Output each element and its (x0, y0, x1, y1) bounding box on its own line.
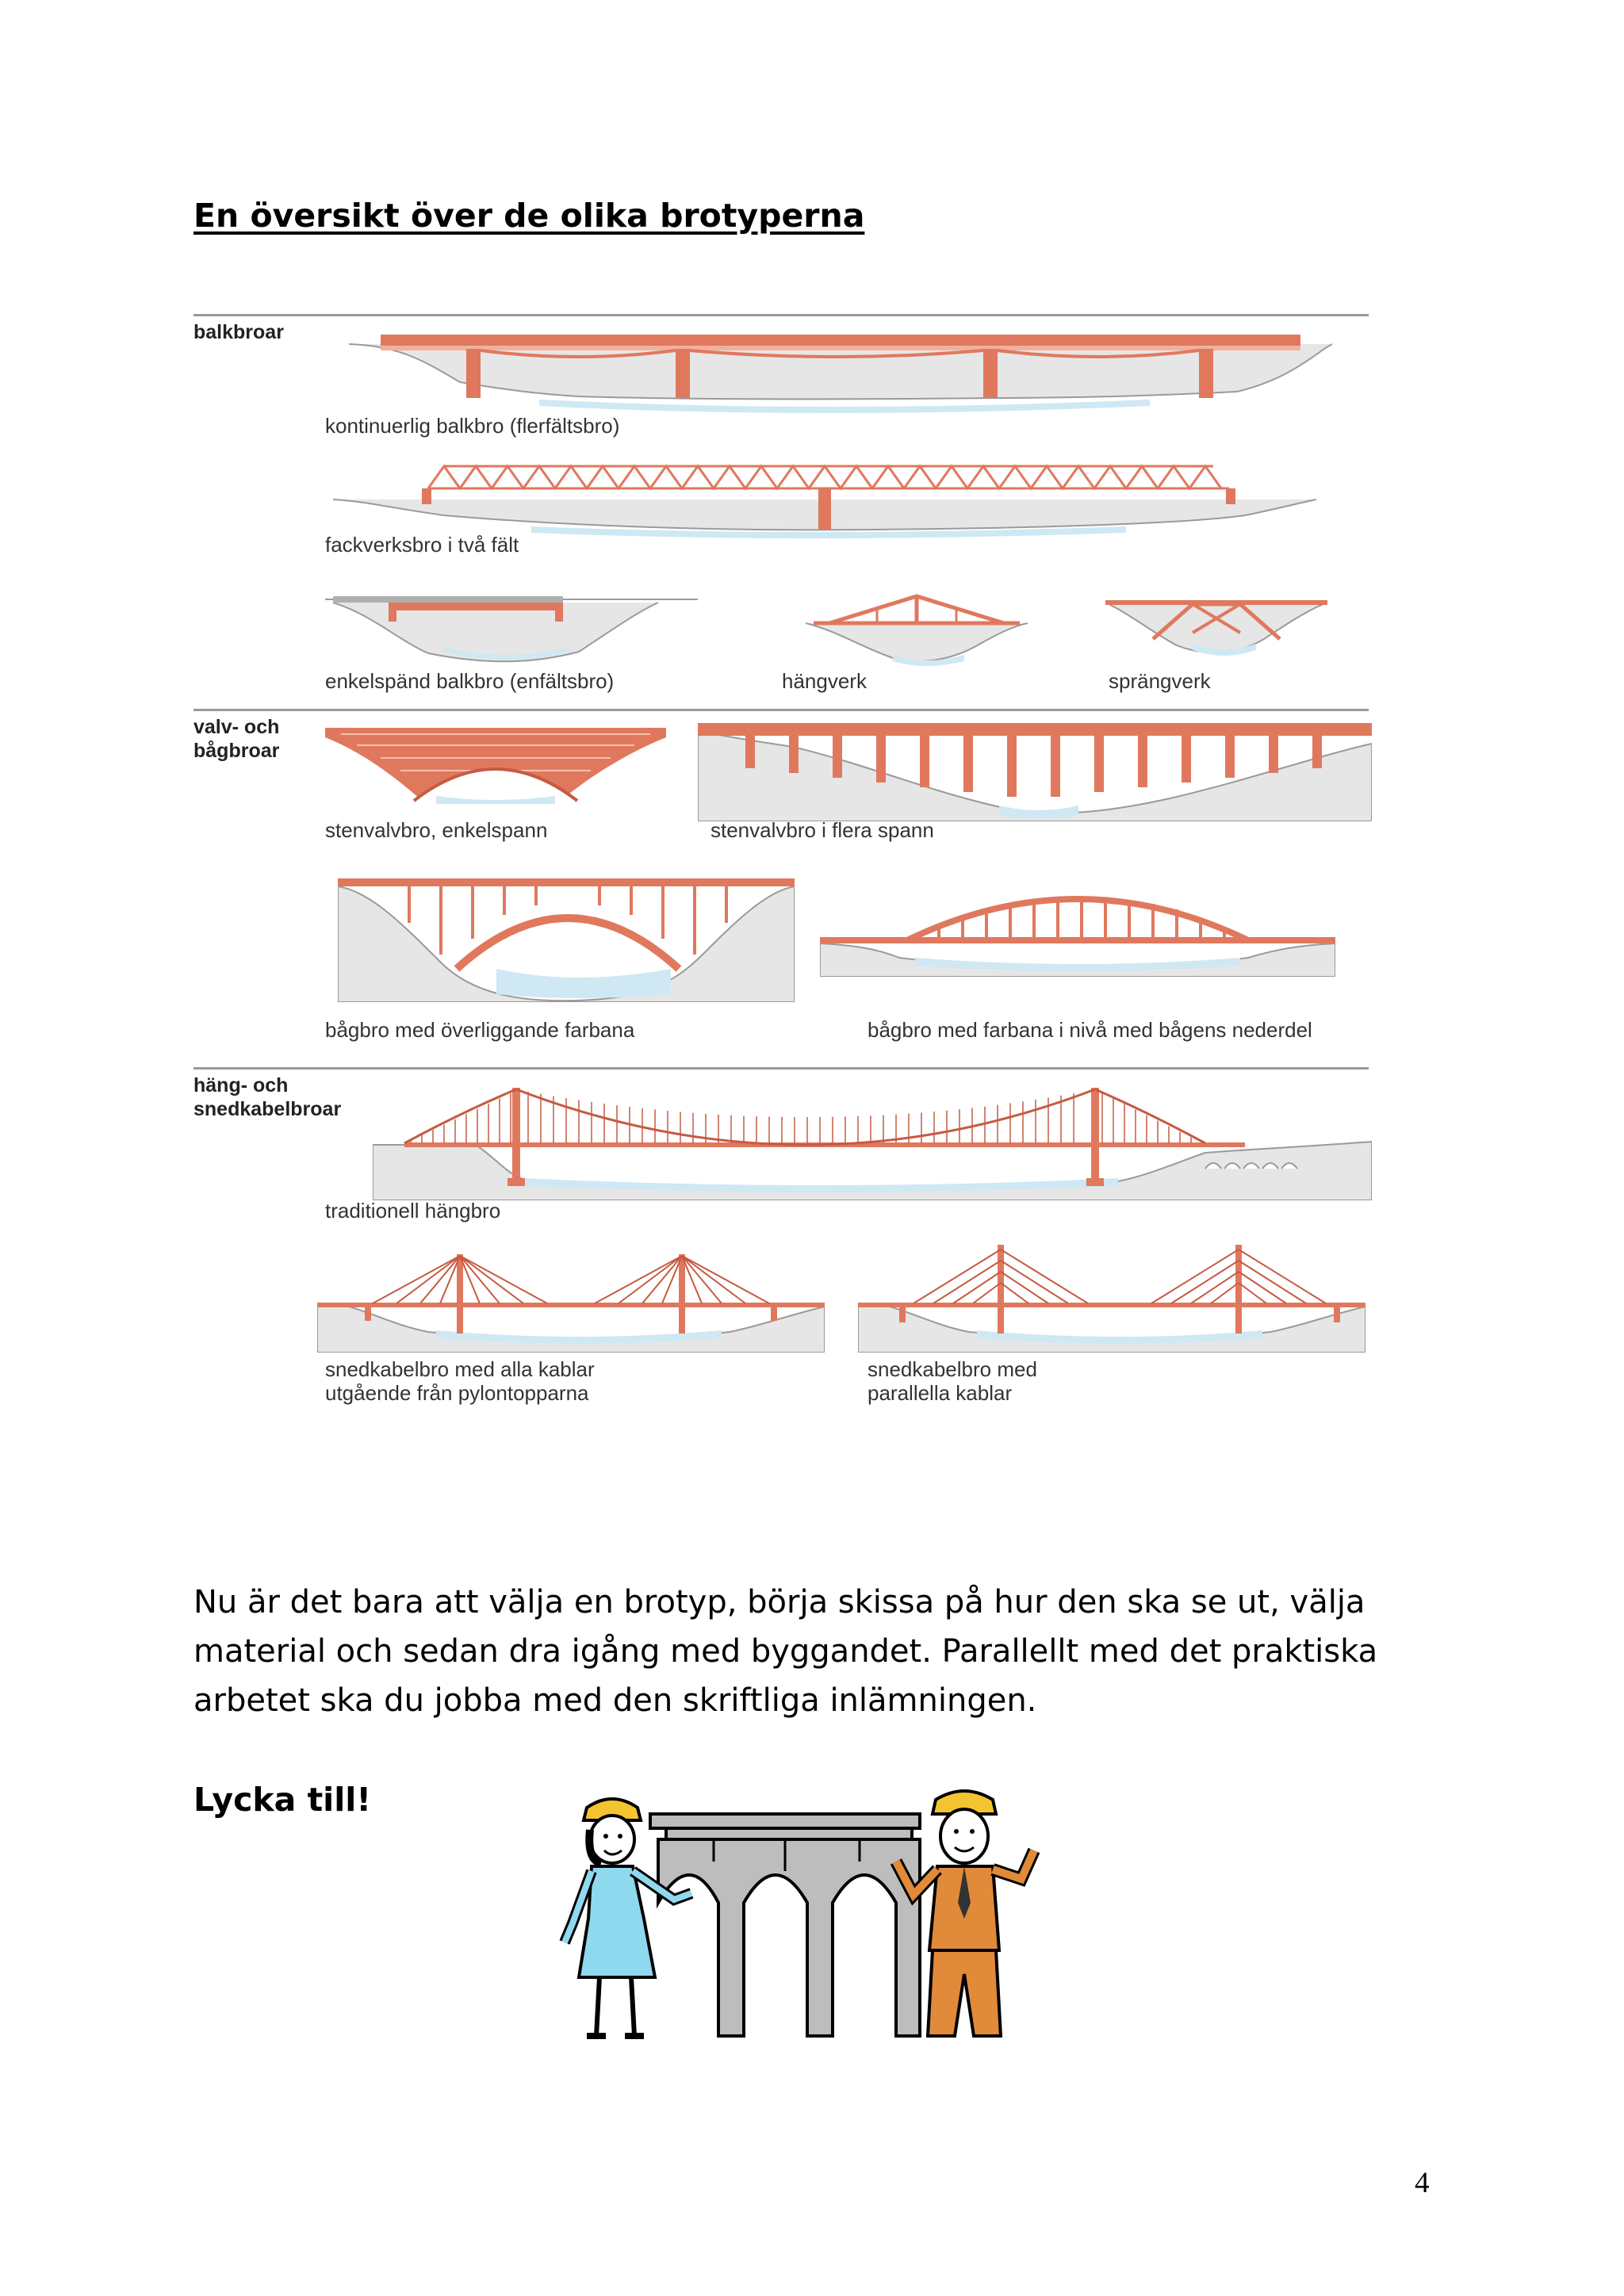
arch-pier (1138, 736, 1147, 787)
category-label-beam: balkbroar (193, 321, 284, 343)
continuous-beam-diagram (349, 327, 1332, 422)
caption-stone-multi: stenvalvbro i flera spann (710, 818, 934, 842)
arch-pier (833, 736, 842, 778)
section-divider-arch (193, 709, 1369, 711)
caption-cable-harp: snedkabelbro med parallella kablar (868, 1357, 1037, 1405)
tied-arch-diagram (820, 882, 1335, 977)
caption-cable-fan: snedkabelbro med alla kablar utgående från pylontopparna (325, 1357, 595, 1405)
arch-pier (1225, 736, 1235, 778)
page-number: 4 (1415, 2167, 1430, 2199)
caption-suspension: traditionell hängbro (325, 1199, 501, 1223)
arch-pier (963, 736, 973, 792)
arch-pier (876, 736, 886, 783)
caption-tied-arch: bågbro med farbana i nivå med bågens nederdel (868, 1018, 1312, 1042)
arch-pier (1312, 736, 1322, 768)
caption-deck-arch: bågbro med överliggande farbana (325, 1018, 635, 1042)
arch-pier (745, 736, 755, 768)
arch-pier (1007, 736, 1017, 797)
arch-pier (1269, 736, 1278, 773)
arch-pier (1094, 736, 1104, 792)
king-post-diagram (806, 591, 1028, 679)
section-divider-beam (193, 314, 1369, 316)
category-label-arch: valv- och bågbroar (193, 716, 280, 762)
caption-stone-single: stenvalvbro, enkelspann (325, 818, 548, 842)
caption-king-post: hängverk (782, 669, 867, 693)
arch-pier (1051, 736, 1060, 797)
suspension-bridge-diagram (373, 1081, 1372, 1200)
body-paragraph: Nu är det bara att välja en brotyp, börja skissa på hur den ska se ut, välja material och sedan dra igång med byggandet. Parallellt med det praktiska arbetet ska du jobba med den skriftliga inlämningen. (193, 1584, 1378, 1719)
simple-beam-diagram (325, 591, 698, 671)
engineers-bridge-illustration (555, 1784, 1063, 2053)
caption-strut: sprängverk (1109, 669, 1211, 693)
caption-simple-beam: enkelspänd balkbro (enfältsbro) (325, 669, 615, 693)
closing-text: Lycka till! (193, 1781, 372, 1819)
caption-continuous-beam: kontinuerlig balkbro (flerfältsbro) (325, 414, 620, 438)
arch-pier (920, 736, 929, 787)
cable-stayed-harp-diagram (858, 1242, 1365, 1353)
stone-arch-single-diagram (325, 721, 666, 809)
section-divider-suspension (193, 1067, 1369, 1070)
cable-stayed-fan-diagram (317, 1249, 825, 1353)
deck-arch-diagram (338, 875, 795, 1002)
page-title: En översikt över de olika brotyperna (193, 197, 865, 235)
caption-truss: fackverksbro i två fält (325, 533, 519, 557)
category-label-suspension: häng- och snedkabelbroar (193, 1074, 342, 1120)
arch-pier (1182, 736, 1191, 783)
stone-arch-multi-diagram (698, 723, 1372, 821)
bridge-illustration (650, 1814, 920, 2036)
arch-pier (789, 736, 799, 773)
strut-frame-diagram (1105, 595, 1327, 666)
